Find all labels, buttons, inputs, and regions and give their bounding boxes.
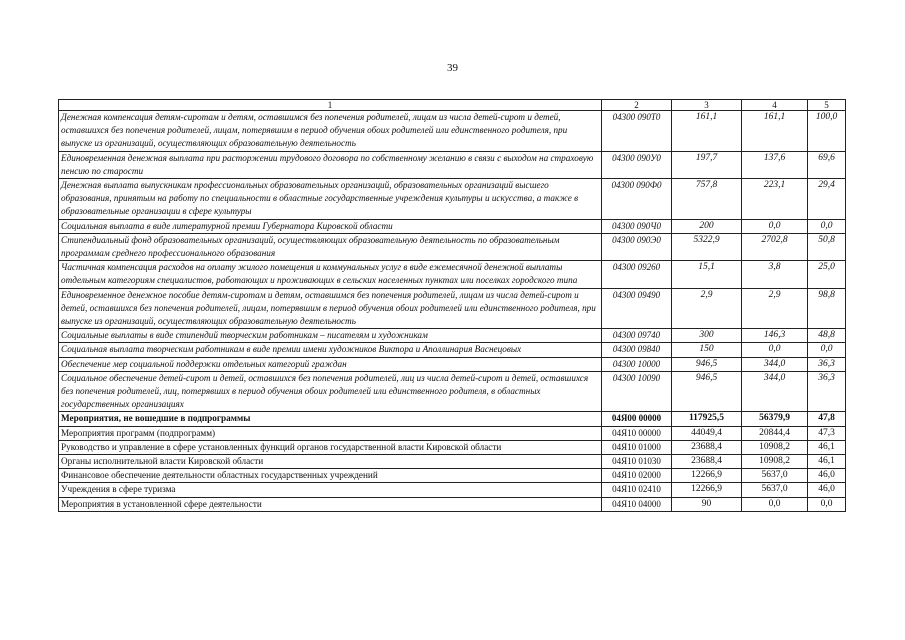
row-value-5-cell: 0,0 bbox=[808, 343, 846, 357]
row-name-cell: Мероприятия, не вошедшие в подпрограммы bbox=[59, 412, 602, 426]
table-row bbox=[59, 440, 846, 454]
row-value-4-cell: 56379,9 bbox=[742, 412, 808, 426]
table-row bbox=[59, 233, 846, 260]
row-name-cell: Единовременное денежное пособие детям-сиротам и детям, оставшимся без попечения родителей, лицам из числа детей-сирот и детей, оставшихся без попечения родителей, лицам, потерявшим в период обучения обоих родителей или единственного родителя, при выпуске из организаций, осуществляющих образовательную деятельность bbox=[59, 288, 602, 329]
row-value-3-cell: 23688,4 bbox=[672, 440, 742, 454]
row-name-cell: Социальные выплаты в виде стипендий творческим работникам – писателям и художникам bbox=[59, 329, 602, 343]
table-row bbox=[59, 329, 846, 343]
row-code-cell: 04Я10 01000 bbox=[602, 440, 672, 454]
row-value-3-cell: 23688,4 bbox=[672, 455, 742, 469]
row-value-4-cell: 344,0 bbox=[742, 357, 808, 371]
table-row bbox=[59, 179, 846, 220]
row-name-cell: Социальная выплата в виде литературной премии Губернатора Кировской области bbox=[59, 219, 602, 233]
table-row bbox=[59, 261, 846, 288]
row-value-3-cell: 300 bbox=[672, 329, 742, 343]
row-code-cell: 04300 09490 bbox=[602, 288, 672, 329]
row-value-5-cell: 69,6 bbox=[808, 151, 846, 178]
row-code-cell: 04300 090Т0 bbox=[602, 111, 672, 152]
row-value-4-cell: 2702,8 bbox=[742, 233, 808, 260]
row-code-cell: 04Я10 01030 bbox=[602, 455, 672, 469]
row-value-4-cell: 137,6 bbox=[742, 151, 808, 178]
row-code-cell: 04300 09840 bbox=[602, 343, 672, 357]
row-name-cell: Стипендиальный фонд образовательных организаций, осуществляющих образовательную деятельность по образовательным программам среднего профессионального образования bbox=[59, 233, 602, 260]
row-value-4-cell: 0,0 bbox=[742, 497, 808, 511]
table-row bbox=[59, 288, 846, 329]
row-value-5-cell: 50,8 bbox=[808, 233, 846, 260]
row-value-5-cell: 46,0 bbox=[808, 483, 846, 497]
row-code-cell: 04300 10090 bbox=[602, 371, 672, 412]
row-value-5-cell: 25,0 bbox=[808, 261, 846, 288]
row-value-3-cell: 44049,4 bbox=[672, 426, 742, 440]
row-value-3-cell: 2,9 bbox=[672, 288, 742, 329]
row-value-4-cell: 10908,2 bbox=[742, 455, 808, 469]
table-row bbox=[59, 357, 846, 371]
row-value-4-cell: 2,9 bbox=[742, 288, 808, 329]
row-value-3-cell: 946,5 bbox=[672, 357, 742, 371]
row-name-cell: Финансовое обеспечение деятельности областных государственных учреждений bbox=[59, 469, 602, 483]
row-code-cell: 04Я10 02000 bbox=[602, 469, 672, 483]
table-row bbox=[59, 219, 846, 233]
row-value-5-cell: 48,8 bbox=[808, 329, 846, 343]
row-code-cell: 04Я10 02410 bbox=[602, 483, 672, 497]
row-value-3-cell: 197,7 bbox=[672, 151, 742, 178]
row-code-cell: 04300 090Ф0 bbox=[602, 179, 672, 220]
row-code-cell: 04300 090Ч0 bbox=[602, 219, 672, 233]
page-number: 39 bbox=[447, 62, 458, 74]
budget-table bbox=[58, 99, 846, 512]
table-row bbox=[59, 469, 846, 483]
row-value-3-cell: 200 bbox=[672, 219, 742, 233]
row-value-3-cell: 757,8 bbox=[672, 179, 742, 220]
row-value-4-cell: 146,3 bbox=[742, 329, 808, 343]
row-value-4-cell: 5637,0 bbox=[742, 469, 808, 483]
row-value-5-cell: 47,3 bbox=[808, 426, 846, 440]
row-value-3-cell: 12266,9 bbox=[672, 469, 742, 483]
row-value-5-cell: 98,8 bbox=[808, 288, 846, 329]
table-row bbox=[59, 343, 846, 357]
row-code-cell: 04300 10000 bbox=[602, 357, 672, 371]
row-value-5-cell: 0,0 bbox=[808, 219, 846, 233]
row-value-3-cell: 161,1 bbox=[672, 111, 742, 152]
row-value-3-cell: 150 bbox=[672, 343, 742, 357]
table-row bbox=[59, 455, 846, 469]
row-value-3-cell: 12266,9 bbox=[672, 483, 742, 497]
row-value-5-cell: 46,1 bbox=[808, 440, 846, 454]
row-code-cell: 04Я00 00000 bbox=[602, 412, 672, 426]
budget-table-body bbox=[59, 100, 846, 512]
row-name-cell: Социальная выплата творческим работникам в виде премии имени художников Виктора и Аполлинария Васнецовых bbox=[59, 343, 602, 357]
row-code-cell: 04300 090Э0 bbox=[602, 233, 672, 260]
column-header-5: 5 bbox=[808, 100, 846, 111]
row-value-3-cell: 90 bbox=[672, 497, 742, 511]
row-code-cell: 04300 09740 bbox=[602, 329, 672, 343]
row-value-5-cell: 46,1 bbox=[808, 455, 846, 469]
row-value-4-cell: 0,0 bbox=[742, 343, 808, 357]
row-name-cell: Мероприятия программ (подпрограмм) bbox=[59, 426, 602, 440]
row-name-cell: Единовременная денежная выплата при расторжении трудового договора по собственному желанию в связи с выходом на страховую пенсию по старости bbox=[59, 151, 602, 178]
column-header-4: 4 bbox=[742, 100, 808, 111]
row-name-cell: Частичная компенсация расходов на оплату жилого помещения и коммунальных услуг в виде ежемесячной денежной выплаты отдельным категориям специалистов, работающих и проживающих в сельских населенных пунктах или поселках городского типа bbox=[59, 261, 602, 288]
row-name-cell: Мероприятия в установленной сфере деятельности bbox=[59, 497, 602, 511]
table-header-row bbox=[59, 100, 846, 111]
table-row bbox=[59, 111, 846, 152]
row-value-4-cell: 344,0 bbox=[742, 371, 808, 412]
row-name-cell: Органы исполнительной власти Кировской области bbox=[59, 455, 602, 469]
row-value-4-cell: 161,1 bbox=[742, 111, 808, 152]
row-value-3-cell: 15,1 bbox=[672, 261, 742, 288]
table-row bbox=[59, 426, 846, 440]
table-row bbox=[59, 483, 846, 497]
column-header-3: 3 bbox=[672, 100, 742, 111]
row-value-5-cell: 29,4 bbox=[808, 179, 846, 220]
row-value-4-cell: 10908,2 bbox=[742, 440, 808, 454]
row-name-cell: Обеспечение мер социальной поддержки отдельных категорий граждан bbox=[59, 357, 602, 371]
table-row bbox=[59, 412, 846, 426]
row-code-cell: 04Я10 00000 bbox=[602, 426, 672, 440]
row-name-cell: Денежная выплата выпускникам профессиональных образовательных организаций, образовательных организаций высшего образования, принятым на работу по специальности в областные государственные учреждения культуры и искусства, а также в образовательные организации в сфере культуры bbox=[59, 179, 602, 220]
row-value-3-cell: 5322,9 bbox=[672, 233, 742, 260]
table-row bbox=[59, 151, 846, 178]
row-value-4-cell: 0,0 bbox=[742, 219, 808, 233]
row-value-4-cell: 223,1 bbox=[742, 179, 808, 220]
row-value-4-cell: 3,8 bbox=[742, 261, 808, 288]
row-code-cell: 04300 090У0 bbox=[602, 151, 672, 178]
row-name-cell: Социальное обеспечение детей-сирот и детей, оставшихся без попечения родителей, лиц из числа детей-сирот и детей, оставшихся без попечения родителей, лиц, потерявших в период обучения обоих родителей или единственного родителя, в областных государственных организациях bbox=[59, 371, 602, 412]
row-value-4-cell: 5637,0 bbox=[742, 483, 808, 497]
row-value-4-cell: 20844,4 bbox=[742, 426, 808, 440]
row-value-3-cell: 117925,5 bbox=[672, 412, 742, 426]
row-value-3-cell: 946,5 bbox=[672, 371, 742, 412]
row-value-5-cell: 46,0 bbox=[808, 469, 846, 483]
row-name-cell: Учреждения в сфере туризма bbox=[59, 483, 602, 497]
column-header-2: 2 bbox=[602, 100, 672, 111]
row-name-cell: Денежная компенсация детям-сиротам и детям, оставшимся без попечения родителей, лицам из числа детей-сирот и детей, оставшихся без попечения родителей, лицам, потерявшим в период обучения обоих родителей или единственного родителя, при выпуске из организаций, осуществляющих образовательную деятельность bbox=[59, 111, 602, 152]
row-code-cell: 04Я10 04000 bbox=[602, 497, 672, 511]
row-value-5-cell: 0,0 bbox=[808, 497, 846, 511]
column-header-1: 1 bbox=[59, 100, 602, 111]
table-row bbox=[59, 497, 846, 511]
row-value-5-cell: 100,0 bbox=[808, 111, 846, 152]
row-value-5-cell: 47,8 bbox=[808, 412, 846, 426]
row-value-5-cell: 36,3 bbox=[808, 371, 846, 412]
row-code-cell: 04300 09260 bbox=[602, 261, 672, 288]
table-row bbox=[59, 371, 846, 412]
row-name-cell: Руководство и управление в сфере установленных функций органов государственной власти Кировской области bbox=[59, 440, 602, 454]
row-value-5-cell: 36,3 bbox=[808, 357, 846, 371]
